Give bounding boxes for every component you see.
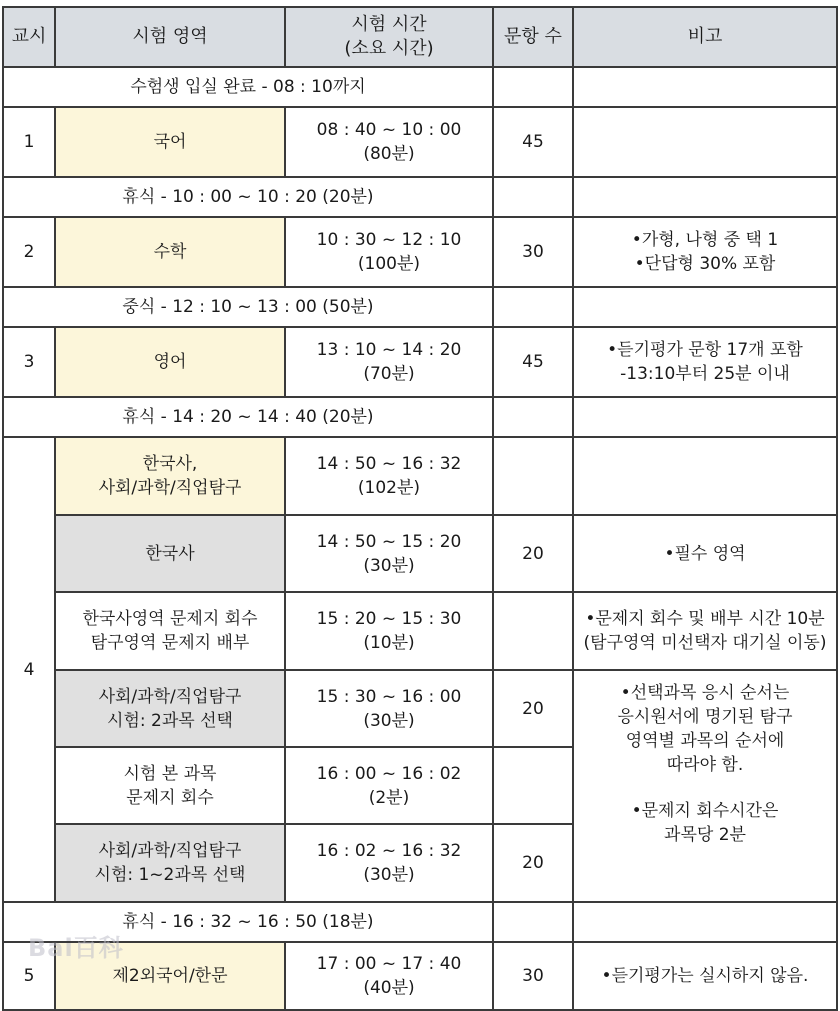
period-4-time-inquiry-1-range: 15 : 30 ~ 16 : 00 [316,686,462,707]
period-4-area-inquiry-1 [55,670,285,747]
period-4-time-inquiry-2 [285,824,493,902]
period-4-area-inquiry-1-line2: 시험: 2과목 선택 [107,710,233,731]
period-4-area-collect-line1: 시험 본 과목 [123,763,217,784]
period-4-time-combined-duration: (102분) [357,478,421,498]
exam-schedule-table [2,6,838,1011]
period-4-number: 4 [3,437,55,902]
period-4-count-inquiry-1: 20 [493,670,573,747]
period-3-note [573,327,837,397]
header-time [285,7,493,67]
header-row [3,7,837,67]
period-2-row [3,217,837,287]
period-1-time-range: 08 : 40 ~ 10 : 00 [316,120,462,140]
period-4-note-paper-exchange-line2: (탐구영역 미선택자 대기실 이동) [583,633,827,653]
period-4-area-combined [55,437,285,515]
period-4-area-combined-line1: 한국사, [142,454,198,474]
lunch-time: 중식 - 12 : 10 ~ 13 : 00 (50분) [3,287,493,327]
period-4-area-inquiry-2-line2: 시험: 1~2과목 선택 [94,865,246,885]
period-4-count-korean-history: 20 [493,515,573,592]
break-2-time: 휴식 - 14 : 20 ~ 14 : 40 (20분) [3,397,493,437]
entry-note-empty [573,67,837,107]
period-4-area-inquiry-1-line1: 사회/과학/직업탐구 [98,686,242,707]
period-4-time-paper-exchange-duration: (10분) [363,633,415,653]
period-4-note-inquiry-line4: 따라야 함. [666,755,744,775]
period-4-time-collect-duration: (2분) [368,787,410,808]
entry-row [3,67,837,107]
period-4-time-korean-history-range: 14 : 50 ~ 15 : 20 [316,531,462,552]
period-5-number: 5 [3,942,55,1010]
period-4-time-combined-range: 14 : 50 ~ 16 : 32 [316,454,462,474]
break-1-row [3,177,837,217]
period-2-duration: (100분) [357,254,421,274]
entry-count-empty [493,67,573,107]
lunch-row [3,287,837,327]
break-1-time: 휴식 - 10 : 00 ~ 10 : 20 (20분) [3,177,493,217]
period-4-note-korean-history: •필수 영역 [573,515,837,592]
period-3-number: 3 [3,327,55,397]
period-1-note-empty [573,107,837,177]
entry-time: 수험생 입실 완료 - 08 : 10까지 [3,67,493,107]
period-1-row [3,107,837,177]
period-2-note-line1: •가형, 나형 중 택 1 [631,230,779,250]
period-4-time-korean-history-duration: (30분) [363,555,415,576]
period-4-area-collect-line2: 문제지 회수 [126,787,214,808]
period-4-time-inquiry-1-duration: (30분) [363,710,415,731]
period-4-note-inquiry-line1: •선택과목 응시 순서는 [620,683,790,703]
period-3-time [285,327,493,397]
period-4-note-inquiry-line5: •문제지 회수시간은 [631,801,779,821]
period-3-duration: (70분) [363,364,415,384]
period-3-count: 45 [493,327,573,397]
period-5-area: 제2외국어/한문 [55,942,285,1010]
header-period: 교시 [3,7,55,67]
period-2-count: 30 [493,217,573,287]
period-4-time-paper-exchange [285,592,493,670]
period-1-area: 국어 [55,107,285,177]
period-4-area-korean-history: 한국사 [55,515,285,592]
period-4-area-inquiry-2 [55,824,285,902]
period-3-row [3,327,837,397]
period-4-time-korean-history [285,515,493,592]
period-4-note-paper-exchange [573,592,837,670]
period-3-note-line1: •듣기평가 문항 17개 포함 [607,340,803,360]
period-5-duration: (40분) [363,978,415,998]
period-4-area-collect [55,747,285,824]
period-4-time-collect-range: 16 : 00 ~ 16 : 02 [316,763,462,784]
period-2-number: 2 [3,217,55,287]
period-4-area-paper-exchange [55,592,285,670]
period-4-time-inquiry-2-range: 16 : 02 ~ 16 : 32 [316,841,462,861]
break-2-row [3,397,837,437]
header-time-line2: (소요 시간) [344,38,434,59]
period-4-time-inquiry-2-duration: (30분) [363,865,415,885]
period-1-duration: (80분) [363,144,415,164]
period-1-number: 1 [3,107,55,177]
period-4-time-paper-exchange-range: 15 : 20 ~ 15 : 30 [316,609,462,629]
period-5-note: •듣기평가는 실시하지 않음. [573,942,837,1010]
period-4-row-4 [3,670,837,747]
period-3-note-line2: -13:10부터 25분 이내 [620,364,790,384]
period-4-note-inquiry-line3: 영역별 과목의 순서에 [625,731,785,751]
period-4-area-paper-exchange-line1: 한국사영역 문제지 회수 [82,609,258,629]
header-count: 문항 수 [493,7,573,67]
period-4-area-combined-line2: 사회/과학/직업탐구 [98,478,242,498]
period-4-note-inquiry-line2: 응시원서에 명기된 탐구 [617,707,793,727]
period-5-count: 30 [493,942,573,1010]
period-1-time [285,107,493,177]
header-time-line1: 시험 시간 [351,14,427,35]
period-4-note-paper-exchange-line1: •문제지 회수 및 배부 시간 10분 [585,609,825,629]
period-4-time-inquiry-1 [285,670,493,747]
break-3-time: 휴식 - 16 : 32 ~ 16 : 50 (18분) [3,902,493,942]
period-4-time-combined [285,437,493,515]
period-2-note [573,217,837,287]
header-area: 시험 영역 [55,7,285,67]
period-4-note-inquiry-line6: 과목당 2분 [664,825,746,845]
period-4-row-1 [3,437,837,515]
break-3-row [3,902,837,942]
period-2-time-range: 10 : 30 ~ 12 : 10 [316,230,462,250]
period-4-row-3 [3,592,837,670]
watermark-logo: Bai百科 [28,934,124,962]
period-2-time [285,217,493,287]
period-4-area-paper-exchange-line2: 탐구영역 문제지 배부 [90,633,250,653]
header-note: 비고 [573,7,837,67]
period-4-row-2 [3,515,837,592]
period-4-time-collect [285,747,493,824]
period-5-time-range: 17 : 00 ~ 17 : 40 [316,954,462,974]
period-2-area: 수학 [55,217,285,287]
period-2-note-line2: •단답형 30% 포함 [634,254,776,274]
period-4-note-inquiry [573,670,837,902]
period-1-count: 45 [493,107,573,177]
period-3-time-range: 13 : 10 ~ 14 : 20 [316,340,462,360]
period-3-area: 영어 [55,327,285,397]
period-5-time [285,942,493,1010]
period-5-row [3,942,837,1010]
period-4-count-inquiry-2: 20 [493,824,573,902]
period-4-area-inquiry-2-line1: 사회/과학/직업탐구 [98,841,242,861]
